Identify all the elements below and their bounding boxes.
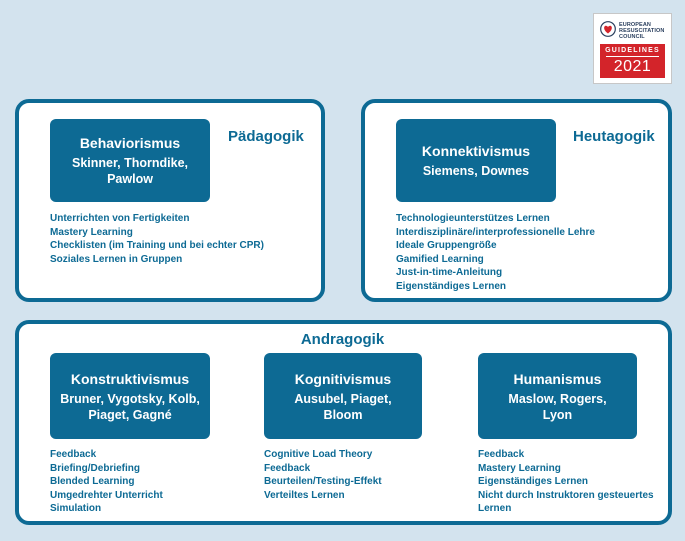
list-item: Interdisziplinäre/interprofessionelle Lehre [396,226,595,238]
list-item: Checklisten (im Training und bei echter CPR) [50,240,264,252]
heutagogik-list [396,212,595,294]
theory-authors: Siemens, Downes [422,164,530,178]
theory-authors: Ausubel, Piaget, Bloom [294,391,392,422]
heutagogik-title: Heutagogik [573,128,655,145]
logo-guidelines-badge [600,44,665,78]
logo-org-name: EUROPEAN RESUSCITATION COUNCIL [619,22,665,40]
list-item: Feedback [478,449,525,460]
theory-name: Konnektivismus [421,143,531,159]
list-item: Eigenständiges Lernen [478,476,589,488]
list-item: Verteiltes Lernen [264,489,345,501]
kognitivismus-box [264,353,422,439]
list-item: Eigenständiges Lernen [396,280,507,292]
list-item: Unterrichten von Fertigkeiten [50,213,190,224]
theory-name: Behaviorismus [79,135,181,151]
konstruktivismus-box [50,353,210,439]
theory-authors: Skinner, Thorndike, Pawlow [72,156,188,186]
theory-name: Kognitivismus [294,370,392,387]
list-item: Gamified Learning [396,253,484,265]
logo-divider [606,56,659,57]
konnektivismus-box [396,119,556,202]
paedagogik-title: Pädagogik [228,128,304,145]
erc-guidelines-logo [593,13,672,84]
kognitivismus-list [264,448,382,502]
humanismus-box [478,353,637,439]
theory-authors: Maslow, Rogers, Lyon [508,391,607,422]
list-item: Briefing/Debriefing [50,462,141,474]
andragogik-title: Andragogik [300,331,385,348]
list-item: Mastery Learning [50,226,133,238]
list-item: Simulation [50,503,102,515]
list-item: Feedback [264,462,311,474]
list-item: Ideale Gruppengröße [396,240,497,252]
logo-year: 2021 [613,58,652,75]
konstruktivismus-list [50,448,163,516]
list-item: Blended Learning [50,476,135,488]
paedagogik-list [50,212,264,266]
list-item: Lernen [478,503,512,515]
list-item: Just-in-time-Anleitung [396,267,503,279]
list-item: Soziales Lernen in Gruppen [50,253,183,265]
list-item: Feedback [50,449,97,460]
logo-badge-label: GUIDELINES [605,47,660,54]
erc-heart-icon [600,21,616,37]
theory-authors: Bruner, Vygotsky, Kolb, Piaget, Gagné [60,391,200,422]
humanismus-list [478,448,654,516]
behaviorismus-box [50,119,210,202]
list-item: Umgedrehter Unterricht [50,489,163,501]
list-item: Mastery Learning [478,462,561,474]
list-item: Cognitive Load Theory [264,449,373,460]
theory-name: Humanismus [513,370,602,387]
list-item: Nicht durch Instruktoren gesteuertes [478,489,654,501]
list-item: Beurteilen/Testing-Effekt [264,476,382,488]
list-item: Technologieunterstützes Lernen [396,213,550,224]
theory-name: Konstruktivismus [70,370,190,387]
